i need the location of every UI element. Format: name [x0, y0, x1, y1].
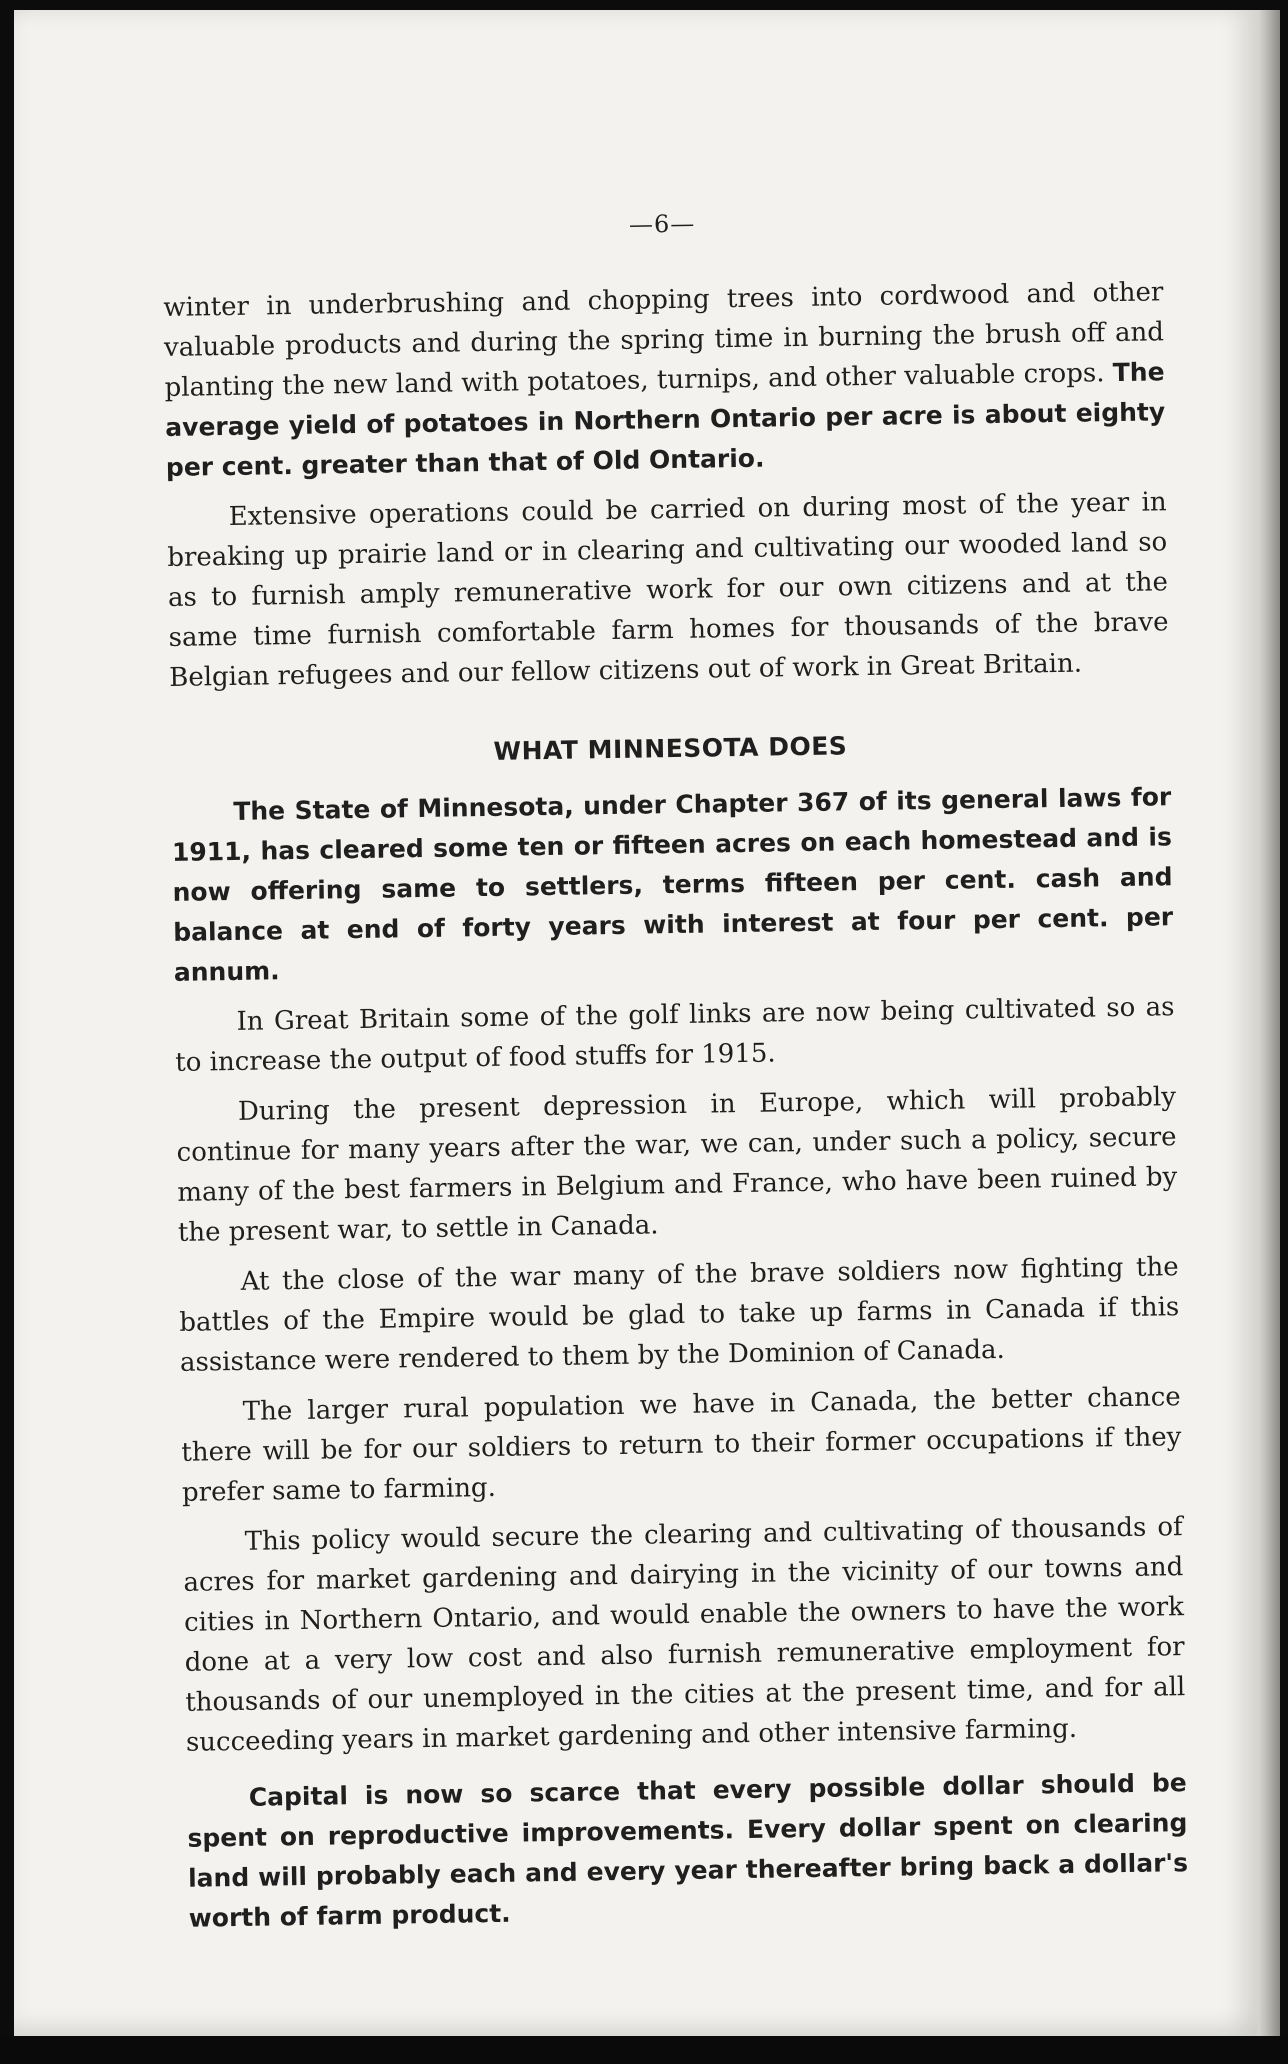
paragraph-rural-population: The larger rural population we have in Canada, the better chance there will be for our soldiers to return to their former occupations if they prefer same to farming.: [181, 1382, 1182, 1508]
page-content: [162, 202, 1189, 1948]
paragraph-continuation: [163, 272, 1166, 488]
paragraph-policy: This policy would secure the clearing and cultivating of thousands of acres for market gardening and dairying in the vicinity of our towns and cities in Northern Ontario, and would enable the owners to have the work done at a very low cost and also furnish remunerative employment for thousands of our unemployed in the cities at the present time, and for all succeeding years in market gardening and other intensive farming.: [183, 1512, 1186, 1758]
potato-yield-statement: The average yield of potatoes in Northern Ontario per acre is about eighty per cent. greater than that of Old Ontario.: [165, 357, 1166, 482]
page-number: —6—: [628, 209, 696, 239]
paragraph-soldiers: At the close of the war many of the brave soldiers now fighting the battles of the Empire would be glad to take up farms in Canada if this assistance were rendered to them by the Dominion of Canada.: [179, 1252, 1180, 1378]
scan-border-bottom: [0, 2036, 1288, 2064]
section-heading: WHAT MINNESOTA DOES: [493, 731, 848, 766]
paragraph-golf-links: In Great Britain some of the golf links are now being cultivated so as to increase the output of food stuffs for 1915.: [175, 992, 1175, 1078]
page-edge-shadow: [1258, 10, 1280, 2036]
paragraph-capital: Capital is now so scarce that every possible dollar should be spent on reproductive improvements. Every dollar spent on clearing land will probably each and every year thereafter bring back a dollar's worth of farm product.: [187, 1768, 1189, 1933]
paragraph-depression: During the present depression in Europe, which will probably continue for many years after the war, we can, under such a policy, secure many of the best farmers in Belgium and France, who have been ruined by the present war, to settle in Canada.: [176, 1082, 1178, 1248]
paragraph-minnesota: The State of Minnesota, under Chapter 367 of its general laws for 1911, has cleared some ten or fifteen acres on each homestead and is now offering same to settlers, terms fifteen per cent. cash and balance at end of forty years with interest at four per cent. per annum.: [171, 782, 1174, 987]
paragraph-text: winter in underbrushing and chopping trees into cordwood and other valuable products and during the spring time in burning the brush off and planting the new land with potatoes, turnips, and other valuable crops.: [163, 277, 1165, 403]
paragraph-extensive-operations: Extensive operations could be carried on during most of the year in breaking up prairie land or in clearing and cultivating our wooded land so as to furnish amply remunerative work for our own citizens and at the same time furnish comfortable farm homes for thousands of the brave Belgian refugees and our fellow citizens out of work in Great Britain.: [167, 487, 1169, 693]
